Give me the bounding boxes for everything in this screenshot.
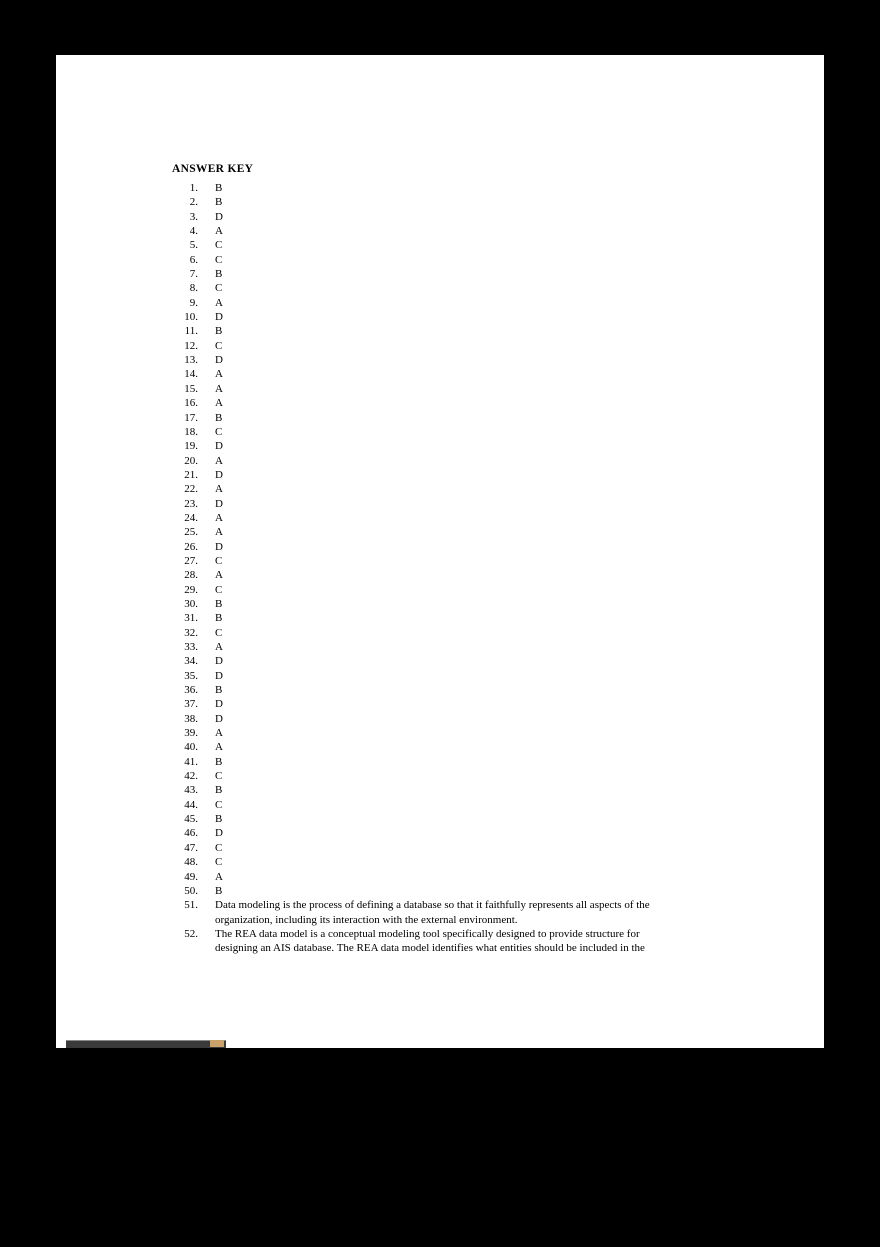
item-number: 44. bbox=[184, 798, 198, 811]
item-number: 42. bbox=[184, 770, 198, 783]
item-number: 52. bbox=[184, 927, 198, 940]
item-answer: D bbox=[215, 210, 223, 223]
list-item bbox=[172, 411, 772, 425]
item-answer: D bbox=[215, 497, 223, 510]
answer-line: Data modeling is the process of defining a database so that it faithfully represents all aspects of the bbox=[215, 899, 650, 912]
list-item bbox=[172, 583, 772, 597]
list-item bbox=[172, 396, 772, 410]
list-item bbox=[172, 654, 772, 668]
list-item bbox=[172, 841, 772, 855]
list-item bbox=[172, 740, 772, 754]
item-answer: D bbox=[215, 655, 223, 668]
page-content bbox=[172, 163, 772, 956]
list-item bbox=[172, 210, 772, 224]
item-number: 10. bbox=[184, 311, 198, 324]
item-answer: B bbox=[215, 325, 223, 338]
item-number: 29. bbox=[184, 583, 198, 596]
list-item bbox=[172, 712, 772, 726]
item-number: 49. bbox=[184, 870, 198, 883]
item-answer: A bbox=[215, 296, 223, 309]
item-number: 8. bbox=[189, 282, 198, 295]
item-answer: D bbox=[215, 311, 223, 324]
list-item bbox=[172, 540, 772, 554]
item-number: 13. bbox=[184, 354, 198, 367]
item-number: 45. bbox=[184, 813, 198, 826]
item-number: 1. bbox=[189, 182, 198, 194]
item-answer: A bbox=[215, 511, 223, 524]
item-answer: B bbox=[215, 684, 223, 697]
item-answer: A bbox=[215, 727, 223, 740]
item-answer: B bbox=[215, 182, 223, 194]
list-item bbox=[172, 669, 772, 683]
item-number: 38. bbox=[184, 712, 198, 725]
list-item bbox=[172, 281, 772, 295]
item-answer: B bbox=[215, 196, 223, 209]
item-answer: C bbox=[215, 425, 223, 438]
list-item bbox=[172, 468, 772, 482]
item-answer: A bbox=[215, 741, 223, 754]
item-number: 50. bbox=[184, 884, 198, 897]
item-number: 5. bbox=[189, 239, 198, 252]
item-number: 20. bbox=[184, 454, 198, 467]
item-answer: A bbox=[215, 569, 223, 582]
list-item bbox=[172, 726, 772, 740]
list-item bbox=[172, 611, 772, 625]
item-number: 21. bbox=[184, 468, 198, 481]
answer-key-list bbox=[172, 181, 772, 956]
item-answer: A bbox=[215, 454, 223, 467]
item-number: 43. bbox=[184, 784, 198, 797]
item-answer: A bbox=[215, 225, 223, 238]
answer-line: organization, including its interaction with the external environment. bbox=[215, 913, 518, 926]
list-item bbox=[172, 898, 772, 927]
list-item bbox=[172, 181, 772, 195]
item-number: 11. bbox=[184, 325, 198, 338]
list-item bbox=[172, 626, 772, 640]
item-number: 9. bbox=[189, 296, 198, 309]
list-item bbox=[172, 568, 772, 582]
list-item bbox=[172, 855, 772, 869]
item-number: 7. bbox=[189, 268, 198, 281]
item-answer: B bbox=[215, 884, 223, 897]
item-number: 24. bbox=[184, 511, 198, 524]
list-item bbox=[172, 439, 772, 453]
item-answer: C bbox=[215, 856, 223, 869]
list-item bbox=[172, 798, 772, 812]
item-number: 46. bbox=[184, 827, 198, 840]
item-answer: D bbox=[215, 698, 223, 711]
list-item bbox=[172, 812, 772, 826]
item-answer: A bbox=[215, 526, 223, 539]
list-item bbox=[172, 783, 772, 797]
list-item bbox=[172, 482, 772, 496]
list-item bbox=[172, 525, 772, 539]
item-answer: D bbox=[215, 354, 223, 367]
item-answer: C bbox=[215, 583, 223, 596]
item-number: 19. bbox=[184, 440, 198, 453]
item-answer: B bbox=[215, 784, 223, 797]
item-number: 27. bbox=[184, 554, 198, 567]
list-item bbox=[172, 267, 772, 281]
item-answer: C bbox=[215, 841, 223, 854]
item-number: 4. bbox=[189, 225, 198, 238]
item-number: 40. bbox=[184, 741, 198, 754]
item-answer: B bbox=[215, 813, 223, 826]
item-number: 35. bbox=[184, 669, 198, 682]
page-title: ANSWER KEY bbox=[172, 163, 254, 175]
list-item bbox=[172, 339, 772, 353]
list-item bbox=[172, 511, 772, 525]
item-number: 34. bbox=[184, 655, 198, 668]
list-item bbox=[172, 425, 772, 439]
item-number: 48. bbox=[184, 856, 198, 869]
list-item bbox=[172, 640, 772, 654]
item-answer: B bbox=[215, 597, 223, 610]
item-number: 26. bbox=[184, 540, 198, 553]
list-item bbox=[172, 296, 772, 310]
item-answer: C bbox=[215, 282, 223, 295]
answer-line: designing an AIS database. The REA data model identifies what entities should be included in the bbox=[215, 942, 645, 955]
list-item bbox=[172, 826, 772, 840]
item-number: 33. bbox=[184, 641, 198, 653]
item-answer: A bbox=[215, 397, 223, 410]
item-number: 2. bbox=[189, 196, 198, 209]
item-number: 16. bbox=[184, 397, 198, 410]
item-answer: D bbox=[215, 440, 223, 453]
list-item bbox=[172, 683, 772, 697]
item-answer: C bbox=[215, 239, 223, 252]
item-answer: A bbox=[215, 368, 223, 381]
item-number: 30. bbox=[184, 597, 198, 610]
list-item bbox=[172, 927, 772, 956]
item-answer: A bbox=[215, 483, 223, 496]
item-number: 14. bbox=[184, 368, 198, 381]
list-item bbox=[172, 769, 772, 783]
item-number: 6. bbox=[189, 253, 198, 266]
item-number: 51. bbox=[184, 899, 198, 912]
item-answer: D bbox=[215, 712, 223, 725]
item-number: 18. bbox=[184, 425, 198, 438]
item-number: 31. bbox=[184, 612, 198, 625]
list-item bbox=[172, 224, 772, 238]
list-item bbox=[172, 310, 772, 324]
item-answer: B bbox=[215, 612, 223, 625]
item-number: 28. bbox=[184, 569, 198, 582]
item-number: 32. bbox=[184, 626, 198, 639]
item-answer: A bbox=[215, 641, 223, 653]
list-item bbox=[172, 454, 772, 468]
item-number: 39. bbox=[184, 727, 198, 740]
item-answer: B bbox=[215, 411, 223, 424]
item-number: 36. bbox=[184, 684, 198, 697]
item-number: 25. bbox=[184, 526, 198, 539]
item-answer: B bbox=[215, 755, 223, 768]
item-number: 47. bbox=[184, 841, 198, 854]
item-answer bbox=[202, 898, 772, 927]
item-answer: C bbox=[215, 770, 223, 783]
item-answer: D bbox=[215, 468, 223, 481]
list-item bbox=[172, 755, 772, 769]
list-item bbox=[172, 884, 772, 898]
item-number: 15. bbox=[184, 382, 198, 395]
item-answer: C bbox=[215, 554, 223, 567]
bottom-scrollbar[interactable] bbox=[66, 1040, 226, 1048]
item-answer: D bbox=[215, 827, 223, 840]
list-item bbox=[172, 195, 772, 209]
item-answer: A bbox=[215, 382, 223, 395]
item-answer: C bbox=[215, 339, 223, 352]
list-item bbox=[172, 497, 772, 511]
item-answer: A bbox=[215, 870, 223, 883]
list-item bbox=[172, 382, 772, 396]
list-item bbox=[172, 597, 772, 611]
item-number: 12. bbox=[184, 339, 198, 352]
item-number: 23. bbox=[184, 497, 198, 510]
document-page bbox=[56, 55, 824, 1048]
item-answer: B bbox=[215, 268, 223, 281]
item-answer: C bbox=[215, 253, 223, 266]
item-answer: D bbox=[215, 540, 223, 553]
list-item bbox=[172, 554, 772, 568]
list-item bbox=[172, 253, 772, 267]
list-item bbox=[172, 238, 772, 252]
bottom-indicator bbox=[210, 1040, 224, 1047]
item-number: 3. bbox=[189, 210, 198, 223]
list-item bbox=[172, 353, 772, 367]
list-item bbox=[172, 367, 772, 381]
item-number: 17. bbox=[184, 411, 198, 424]
item-answer: D bbox=[215, 669, 223, 682]
list-item bbox=[172, 324, 772, 338]
answer-line: The REA data model is a conceptual modeling tool specifically designed to provide structure for bbox=[215, 927, 640, 940]
item-number: 41. bbox=[184, 755, 198, 768]
list-item bbox=[172, 697, 772, 711]
item-number: 22. bbox=[184, 483, 198, 496]
item-answer bbox=[202, 927, 772, 956]
item-answer: C bbox=[215, 626, 223, 639]
item-number: 37. bbox=[184, 698, 198, 711]
list-item bbox=[172, 870, 772, 884]
item-answer: C bbox=[215, 798, 223, 811]
